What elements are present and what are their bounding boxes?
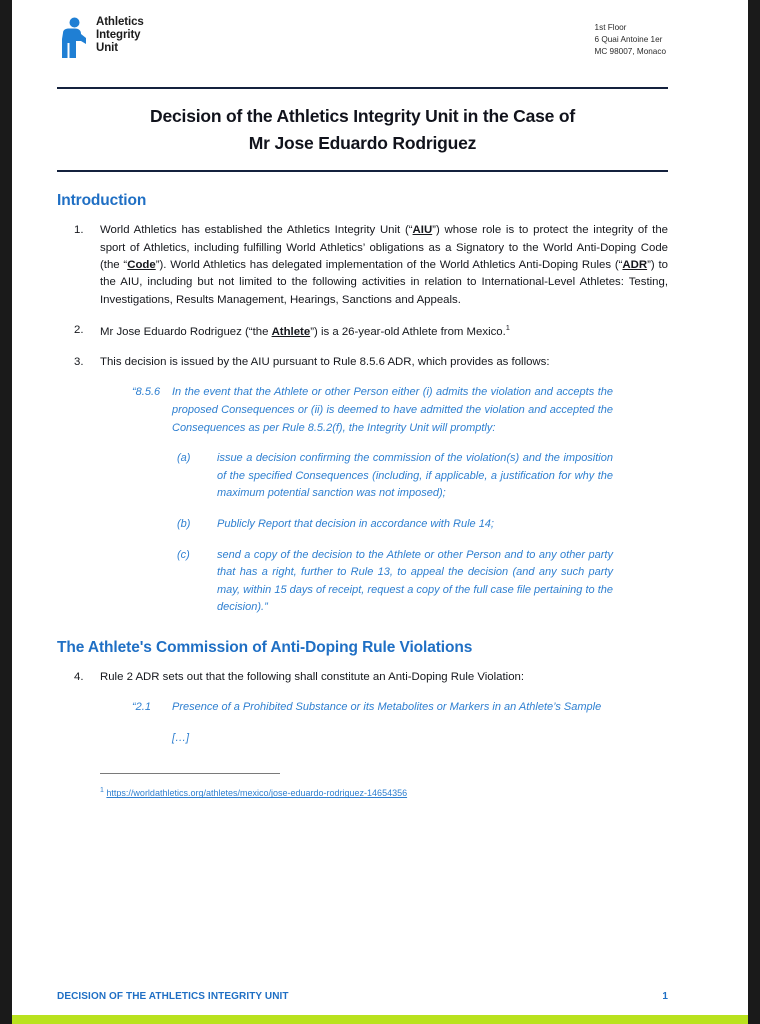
brand-name [96,16,144,56]
brand-name-line-2: Integrity [96,29,141,42]
address-line-2: 6 Quai Antoine 1er [594,34,663,44]
quote-text: issue a decision confirming the commission of the violation(s) and the imposition of the specified Consequences (including, if applicable, a justification for why the maximum potential sanction was not imposed); [217,452,613,500]
paragraph-text: This decision is issued by the AIU pursuant to Rule 8.5.6 ADR, which provides as follows: [100,356,550,369]
quote-text: In the event that the Athlete or other Person either (i) admits the violation and accepts the proposed Consequences or (ii) is deemed to have admitted the violation and accepted the Consequences as per Rule 8.5.2(f), the Integrity Unit will promptly: [172,386,613,434]
footnote-marker: 1 [100,787,104,795]
intro-paragraph-list [57,222,668,371]
page-title-line-1: Decision of the Athletics Integrity Unit in the Case of [150,106,575,126]
footer-title: DECISION OF THE ATHLETICS INTEGRITY UNIT [57,991,289,1002]
quote-item [57,547,668,617]
quote-number: (c) [177,548,190,561]
footnote-1 [100,787,668,798]
brand-block [57,16,144,59]
quote-text: send a copy of the decision to the Athlete or other Person and to any other party that has a right, further to Rule 13, to appeal the decision (and any such party may, within 15 days of receipt, request a copy of the full case file pertaining to the decision).” [217,548,613,614]
paragraph-4 [57,669,668,686]
brand-name-line-1: Athletics [96,16,144,28]
address-line-1: 1st Floor [594,23,627,32]
document-header [57,0,668,59]
paragraph-number: 1. [74,224,84,237]
paragraph-text: Rule 2 ADR sets out that the following shall constitute an Anti-Doping Rule Violation: [100,670,525,683]
office-address [595,16,668,58]
brand-name-line-3: Unit [96,42,118,55]
quote-item [57,450,668,503]
document-page [12,0,748,1024]
footer-accent-bar [12,1015,748,1024]
quote-item [57,516,668,534]
quote-number: (b) [177,517,191,530]
quote-number: “8.5.6 [132,386,161,399]
paragraph-number: 4. [74,670,84,683]
aiu-athlete-logo-icon [57,17,87,59]
section-heading-violations: The Athlete's Commission of Anti-Doping Rule Violations [57,638,473,656]
paragraph-number: 3. [74,356,84,369]
page-content [12,0,748,798]
quote-text: Presence of a Prohibited Substance or its Metabolites or Markers in an Athlete’s Sample [172,701,602,714]
paragraph-number: 2. [74,323,84,336]
paragraph-1 [57,222,668,309]
footnote-separator [100,773,280,774]
quote-item [57,730,668,748]
footnote-link[interactable]: https://worldathletics.org/athletes/mexico/jose-eduardo-rodriguez-14654356 [106,788,408,799]
address-line-3: MC 98007, Monaco [594,46,666,56]
paragraph-2 [57,322,668,341]
paragraph-text: Mr Jose Eduardo Rodriguez (“the Athlete”) is a 26-year-old Athlete from Mexico.$^1$ [100,322,510,338]
quote-text: […] [172,731,190,744]
document-footer [12,991,748,1002]
quote-number: “2.1 [132,701,151,714]
page-title-line-2: Mr Jose Eduardo Rodriguez [248,133,477,154]
quoted-rule-856 [57,384,668,617]
quote-number: (a) [177,452,191,465]
document-title [57,87,668,172]
quote-item [57,699,668,717]
quote-text: Publicly Report that decision in accordance with Rule 14; [217,517,494,530]
page-number: 1 [662,991,668,1002]
paragraph-text: World Athletics has established the Athletics Integrity Unit (“AIU”) whose role is to protect the integrity of the sport of Athletics, including fulfilling World Athletics’ obligations as a Signatory to the World Anti-Doping Code (the “Code”). World Athletics has delegated implementation of the World Athletics Anti-Doping Rules (“ADR”) to the AIU, including but not limited to the following activities in relation to International-Level Athletes: Testing, Investigations, Results Management, Hearings, Sanctions and Appeals. [100,224,668,306]
paragraph-3 [57,354,668,371]
quote-item [57,384,668,437]
section-heading-introduction: Introduction [57,192,147,210]
quoted-rule-2 [57,699,668,747]
